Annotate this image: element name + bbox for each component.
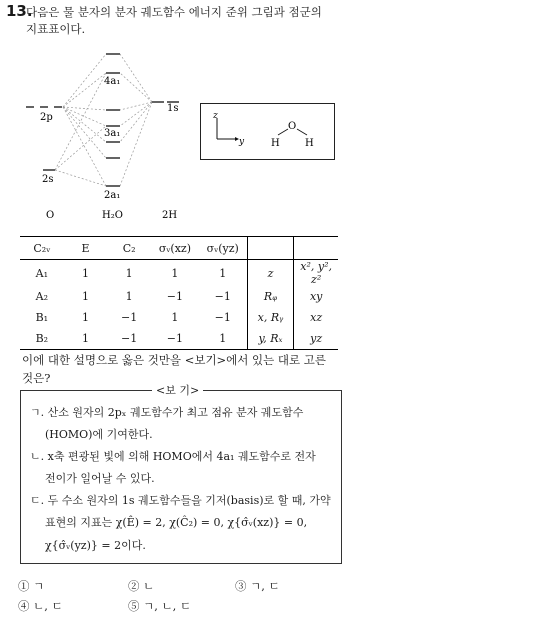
choice-text: ㄱ, ㄷ <box>250 579 280 593</box>
table-cell: −1 <box>214 290 231 303</box>
bogi-title: <보 기> <box>152 382 203 398</box>
table-cell: y, Rₓ <box>247 328 294 350</box>
mo-energy-diagram <box>20 40 220 225</box>
table-cell: 1 <box>171 266 179 280</box>
table-cell: yz <box>294 328 338 350</box>
table-cell: 1 <box>82 266 89 280</box>
table-row <box>20 286 338 307</box>
table-cell: xy <box>294 286 338 307</box>
table-header-cell: C₂ <box>107 237 151 260</box>
table-cell: xz <box>294 307 338 328</box>
question-text-line2: 지표표이다. <box>26 22 86 36</box>
label-3a1: 3a₁ <box>104 128 121 139</box>
table-cell: A₂ <box>35 290 49 303</box>
table-row <box>20 260 338 287</box>
choice-text: ㄴ, ㄷ <box>33 599 63 613</box>
choice-number: ④ <box>18 599 30 613</box>
column-label-o: O <box>46 210 55 221</box>
table-cell: −1 <box>151 328 199 350</box>
table-cell: 1 <box>82 311 89 324</box>
prompt-line2: 것은? <box>22 371 51 385</box>
label-2a1: 2a₁ <box>104 190 121 201</box>
table-header-cell: σᵥ(yz) <box>199 237 247 260</box>
table-row <box>20 328 338 350</box>
table-cell: −1 <box>121 311 138 324</box>
label-h-1s: 1s <box>167 103 179 114</box>
table-header-row <box>20 237 338 260</box>
table-cell: x², y², z² <box>294 260 338 287</box>
bogi-item-2-line1: ㄴ. x축 편광된 빛에 의해 HOMO에서 4a₁ 궤도함수로 전자 <box>30 450 316 463</box>
column-label-2h: 2H <box>162 210 178 221</box>
choice-text: ㄴ <box>143 579 155 593</box>
choice-text: ㄱ, ㄴ, ㄷ <box>143 599 192 613</box>
molecule-axes-box <box>200 103 335 160</box>
choice-2[interactable] <box>128 578 154 594</box>
table-cell: 1 <box>82 290 89 303</box>
column-label-h2o: H₂O <box>102 210 123 221</box>
table-header-cell <box>247 237 294 260</box>
choice-1[interactable] <box>18 578 44 594</box>
choice-number: ⑤ <box>128 599 140 613</box>
bogi-item-1-line2: (HOMO)에 기여한다. <box>45 428 153 441</box>
y-axis-label: y <box>239 137 245 147</box>
table-header-cell: σᵥ(xz) <box>151 237 199 260</box>
z-axis-label: z <box>213 111 218 121</box>
table-cell: −1 <box>166 290 184 303</box>
table-header-cell: C₂ᵥ <box>20 237 64 260</box>
table-cell: 1 <box>171 311 179 324</box>
atom-h-right: H <box>305 138 314 149</box>
prompt-line1: 이에 대한 설명으로 옳은 것만을 <보기>에서 있는 대로 고른 <box>22 353 327 367</box>
table-cell: x, Rᵧ <box>247 307 294 328</box>
question-number: 13. <box>6 2 33 20</box>
question-text-line1: 다음은 물 분자의 분자 궤도함수 에너지 준위 그림과 점군의 <box>26 5 322 19</box>
table-cell: 1 <box>199 328 247 350</box>
bogi-item-1-line1: ㄱ. 산소 원자의 2pₓ 궤도함수가 최고 점유 분자 궤도함수 <box>30 406 304 419</box>
table-cell: −1 <box>107 328 151 350</box>
table-cell: Rᵩ <box>247 286 294 307</box>
choice-number: ③ <box>235 579 247 593</box>
table-cell: 1 <box>125 266 133 280</box>
choice-text: ㄱ <box>33 579 45 593</box>
bogi-item-2-line2: 전이가 일어날 수 있다. <box>45 472 155 485</box>
choice-5[interactable] <box>128 598 191 614</box>
choice-number: ② <box>128 579 140 593</box>
character-table <box>20 236 338 350</box>
choice-3[interactable] <box>235 578 280 594</box>
label-o-2s: 2s <box>42 174 54 185</box>
table-cell: 1 <box>219 266 227 280</box>
table-header-cell <box>294 237 338 260</box>
table-cell: A₁ <box>35 266 49 280</box>
table-cell: z <box>247 260 294 287</box>
atom-h-left: H <box>271 138 280 149</box>
table-cell: B₁ <box>35 311 49 324</box>
table-row <box>20 307 338 328</box>
choice-number: ① <box>18 579 30 593</box>
table-cell: 1 <box>64 328 108 350</box>
table-cell: −1 <box>214 311 231 324</box>
atom-o: O <box>288 121 297 132</box>
choice-4[interactable] <box>18 598 63 614</box>
label-4a1: 4a₁ <box>104 76 121 87</box>
bogi-item-3-line2: 표현의 지표는 χ(Ê) = 2, χ(Ĉ₂) = 0, χ{σ̂ᵥ(xz)} = 0, <box>45 516 308 529</box>
table-cell: B₂ <box>20 328 64 350</box>
bogi-item-3-line3: χ{σ̂ᵥ(yz)} = 2이다. <box>45 539 146 552</box>
label-o-2p: 2p <box>40 112 53 123</box>
table-header-cell: E <box>64 237 108 260</box>
bogi-item-3-line1: ㄷ. 두 수소 원자의 1s 궤도함수들을 기저(basis)로 할 때, 가약 <box>30 494 331 507</box>
table-cell: 1 <box>125 290 133 303</box>
